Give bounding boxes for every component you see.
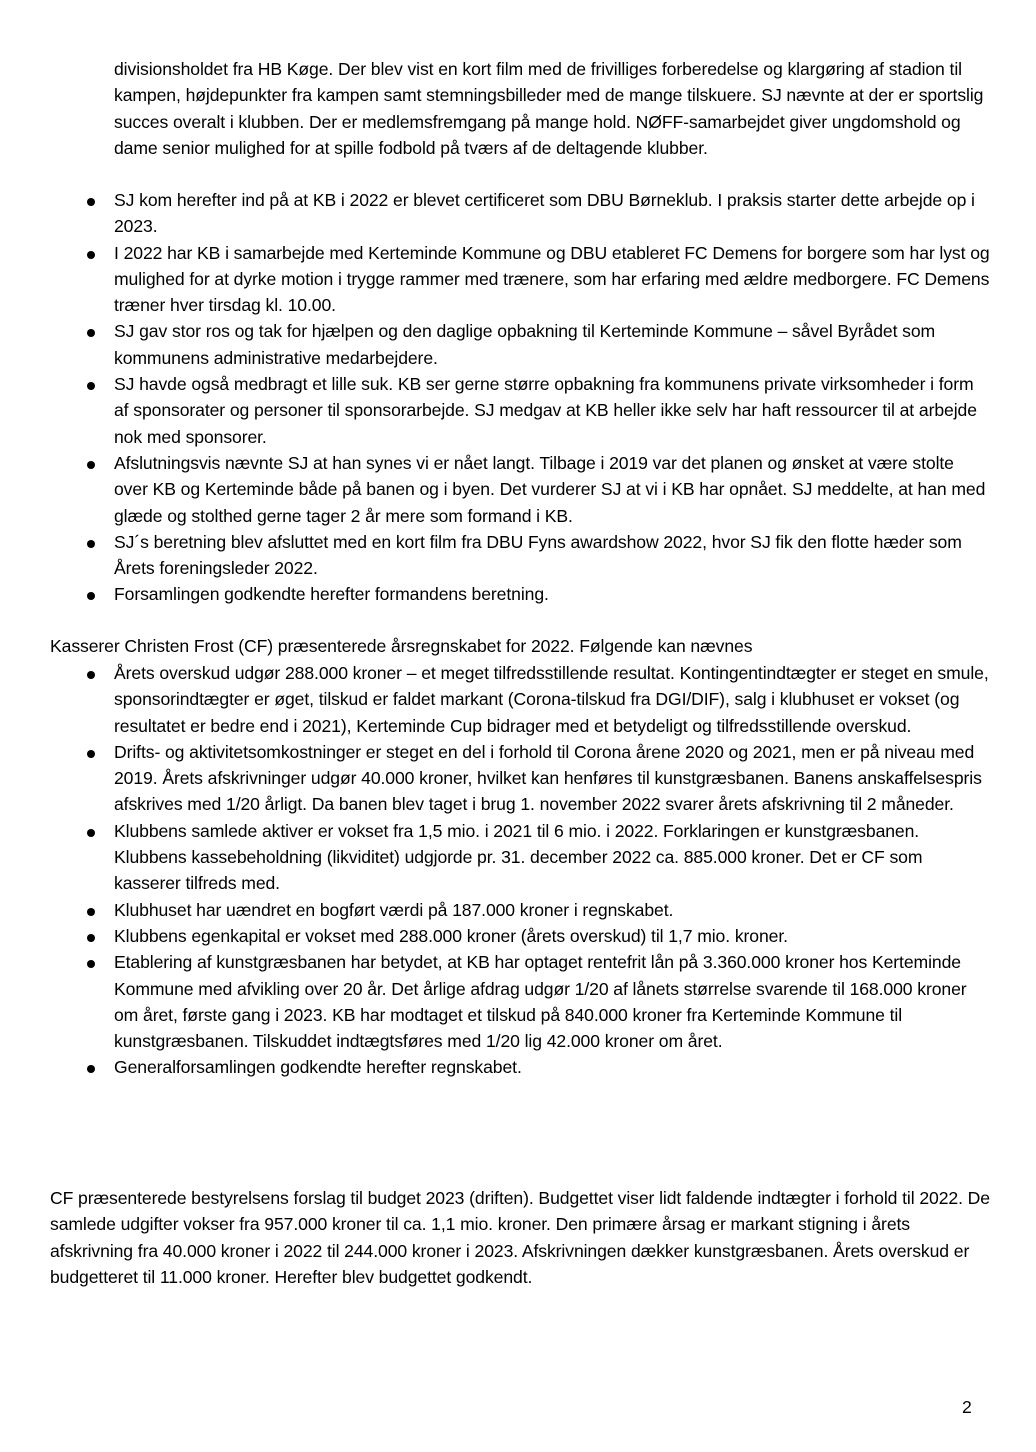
bullet-icon — [87, 1065, 95, 1073]
list-item-text: Klubbens samlede aktiver er vokset fra 1,5 mio. i 2021 til 6 mio. i 2022. Forklaringen er kunstgræsbanen. Klubbens kassebeholdning (likviditet) udgjorde pr. 31. december 2022 ca. 885.000 kroner. Det er CF som kasserer tilfreds med. — [114, 820, 923, 894]
list-item — [50, 660, 990, 739]
list-item-text: Forsamlingen godkendte herefter formandens beretning. — [114, 584, 549, 605]
list-item — [50, 450, 990, 529]
accounts-intro: Kasserer Christen Frost (CF) præsenterede årsregnskabet for 2022. Følgende kan nævnes — [50, 636, 753, 656]
list-item — [50, 739, 990, 818]
page-number: 2 — [962, 1397, 972, 1417]
list-item — [50, 818, 990, 897]
list-item — [50, 923, 990, 949]
list-item-text: SJ gav stor ros og tak for hjælpen og den daglige opbakning til Kerteminde Kommune – såvel Byrådet som kommunens administrative medarbejdere. — [114, 321, 936, 368]
bullet-icon — [87, 671, 95, 679]
list-item — [50, 187, 990, 240]
bullet-icon — [87, 198, 95, 206]
bullet-icon — [87, 540, 95, 548]
bullet-icon — [87, 934, 95, 942]
list-item-text: Generalforsamlingen godkendte herefter regnskabet. — [114, 1057, 522, 1078]
report-bullet-list — [50, 187, 990, 608]
list-item — [50, 318, 990, 371]
bullet-icon — [87, 329, 95, 337]
list-item-text: SJ havde også medbragt et lille suk. KB ser gerne større opbakning fra kommunens private virksomheder i form af sponsorater og personer til sponsorarbejde. SJ medgav at KB heller ikke selv har haft ressourcer til at arbejde nok med sponsorer. — [114, 374, 977, 447]
list-item-text: Klubhuset har uændret en bogført værdi på 187.000 kroner i regnskabet. — [114, 899, 674, 920]
continued-paragraph: divisionsholdet fra HB Køge. Der blev vist en kort film med de frivilliges forberedelse og klargøring af stadion til kampen, højdepunkter fra kampen samt stemningsbilleder med de mange tilskuere. SJ nævnte at der er sportslig succes overalt i klubben. Der er medlemsfremgang på mange hold. NØFF-samarbejdet giver ungdomshold og dame senior mulighed for at spille fodbold på tværs af de deltagende klubber. — [114, 59, 984, 158]
accounts-bullet-list — [50, 660, 990, 1081]
list-item-text: Afslutningsvis nævnte SJ at han synes vi er nået langt. Tilbage i 2019 var det planen og ønsket at være stolte over KB og Kerteminde både på banen og i byen. Det vurderer SJ at vi i KB har opnået. SJ meddelte, at han med glæde og stolthed gerne tager 2 år mere som formand i KB. — [114, 452, 986, 526]
list-item — [50, 581, 990, 607]
bullet-icon — [87, 251, 95, 259]
bullet-icon — [87, 750, 95, 758]
list-item — [50, 529, 990, 582]
bullet-icon — [87, 592, 95, 600]
list-item — [50, 897, 990, 923]
bullet-icon — [87, 908, 95, 916]
list-item-text: Etablering af kunstgræsbanen har betydet, at KB har optaget rentefrit lån på 3.360.000 kroner hos Kerteminde Kommune med afvikling over 20 år. Det årlige afdrag udgør 1/20 af lånets størrelse svarende til 168.000 kroner om året, første gang i 2023. KB har modtaget et tilskud på 840.000 kroner fra Kerteminde Kommune til kunstgræsbanen. Tilskuddet indtægtsføres med 1/20 lig 42.000 kroner om året. — [114, 952, 967, 1052]
list-item-text: Årets overskud udgør 288.000 kroner – et meget tilfredsstillende resultat. Kontingentindtægter er steget en smule, sponsorindtægter er øget, tilskud er faldet markant (Corona-tilskud fra DGI/DIF), salg i klubhuset er vokset (og resultatet er bedre end i 2021), Kerteminde Cup bidrager med et betydeligt og tilfredsstillende overskud. — [114, 663, 989, 736]
bullet-icon — [87, 960, 95, 968]
bullet-icon — [87, 829, 95, 837]
list-item — [50, 240, 990, 319]
list-item — [50, 1054, 990, 1080]
bullet-icon — [87, 461, 95, 469]
list-item-text: SJ´s beretning blev afsluttet med en kort film fra DBU Fyns awardshow 2022, hvor SJ fik den flotte hæder som Årets foreningsleder 2022. — [114, 531, 962, 579]
list-item-text: Drifts- og aktivitetsomkostninger er steget en del i forhold til Corona årene 2020 og 2021, men er på niveau med 2019. Årets afskrivninger udgør 40.000 kroner, hvilket kan henføres til kunstgræsbanen. Banens anskaffelsespris afskrives med 1/20 årligt. Da banen blev taget i brug 1. november 2022 svarer årets afskrivning til 2 måneder. — [114, 741, 982, 815]
list-item — [50, 371, 990, 450]
budget-paragraph: CF præsenterede bestyrelsens forslag til budget 2023 (driften). Budgettet viser lidt faldende indtægter i forhold til 2022. De samlede udgifter vokser fra 957.000 kroner til ca. 1,1 mio. kroner. Den primære årsag er markant stigning i årets afskrivning fra 40.000 kroner i 2022 til 244.000 kroner i 2023. Afskrivningen dækker kunstgræsbanen. Årets overskud er budgetteret til 11.000 kroner. Herefter blev budgettet godkendt. — [50, 1188, 990, 1287]
list-item-text: I 2022 har KB i samarbejde med Kerteminde Kommune og DBU etableret FC Demens for borgere som har lyst og mulighed for at dyrke motion i trygge rammer med trænere, som har erfaring med ældre medborgere. FC Demens træner hver tirsdag kl. 10.00. — [114, 242, 990, 316]
list-item-text: SJ kom herefter ind på at KB i 2022 er blevet certificeret som DBU Børneklub. I praksis starter dette arbejde op i 2023. — [114, 190, 975, 237]
list-item-text: Klubbens egenkapital er vokset med 288.000 kroner (årets overskud) til 1,7 mio. kroner. — [114, 925, 788, 946]
list-item — [50, 949, 990, 1054]
bullet-icon — [87, 382, 95, 390]
